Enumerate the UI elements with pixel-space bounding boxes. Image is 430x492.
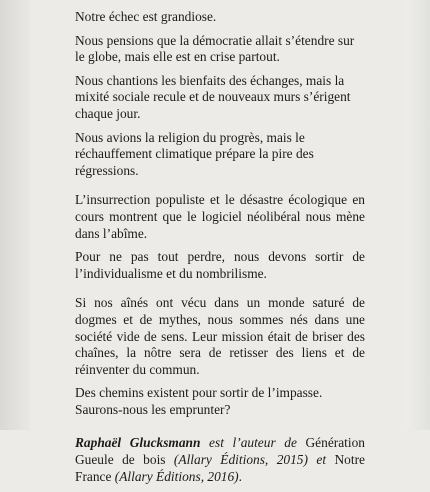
book-title-1: Génération Gueule de bois <box>75 435 366 468</box>
publisher-1: (Allary Éditions, 2015) <box>165 452 317 468</box>
paragraph-exchanges: Nous chantions les bienfaits des échanges, mais la mixité sociale recule et de nouveaux murs s’érigent chaque jour. <box>75 72 351 121</box>
author-name: Raphaël Glucksmann <box>75 435 201 451</box>
paragraph-opening: Notre échec est grandiose. <box>75 9 217 24</box>
bio-connector: est l’auteur de <box>200 435 306 451</box>
book-title-2: Notre France <box>75 452 366 484</box>
bio-and: et <box>316 452 327 468</box>
paragraph-democracy: Nous pensions que la démocratie allait s’étendre sur le globe, mais elle est en crise partout. <box>75 32 355 65</box>
publisher-2: (Allary Éditions, 2016) <box>114 468 239 484</box>
paragraph-individualism: Pour ne pas tout perdre, nous devons sortir de l’individualisme et du nombrilisme. <box>75 249 365 281</box>
page-gutter-shadow <box>0 0 30 430</box>
paragraph-progress: Nous avions la religion du progrès, mais le réchauffement climatique prépare la pire des régressions. <box>75 129 314 178</box>
bio-end: . <box>238 468 242 484</box>
back-cover-text <box>75 9 365 492</box>
page-edge-shadow <box>406 0 430 430</box>
paragraph-elders: Si nos aînés ont vécu dans un monde saturé de dogmes et de mythes, nous sommes nés dans une société vide de sens. Leur mission était de briser des chaînes, la nôtre sera de retisser des liens et de réinventer du commun. <box>75 295 365 377</box>
author-bio <box>75 435 365 485</box>
paragraph-paths: Des chemins existent pour sortir de l’impasse. Saurons-nous les emprunter? <box>75 385 323 417</box>
paragraph-populism: L’insurrection populiste et le désastre écologique en cours montrent que le logiciel néolibéral nous mène dans l’abîme. <box>75 192 365 241</box>
